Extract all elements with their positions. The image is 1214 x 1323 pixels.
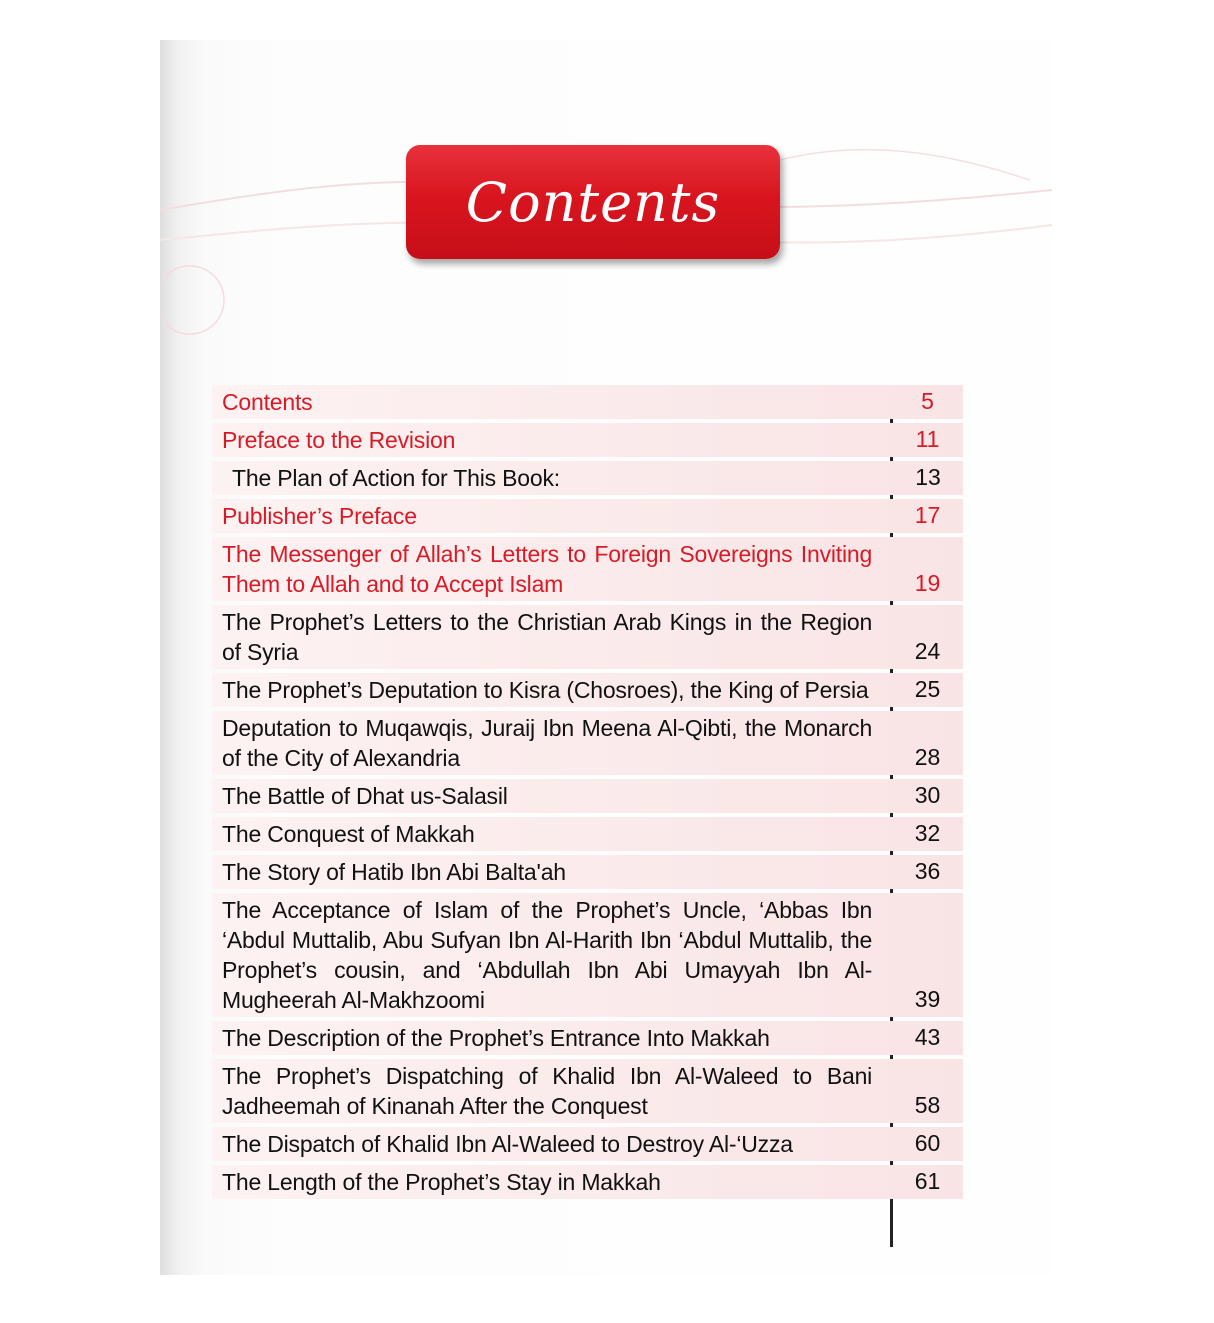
table-of-contents bbox=[212, 385, 963, 1203]
toc-entry-page-number: 24 bbox=[914, 638, 941, 664]
toc-entry-title: Publisher’s Preface bbox=[222, 503, 417, 529]
toc-entry-page-number: 25 bbox=[914, 676, 941, 702]
toc-entry bbox=[212, 423, 963, 457]
toc-entry-page-number: 30 bbox=[914, 782, 941, 808]
toc-entry-title: The Acceptance of Islam of the Prophet’s Uncle, ‘Abbas Ibn ‘Abdul Muttalib, Abu Sufyan Ibn Al-Harith Ibn ‘Abdul Muttalib, the Prophet’s cousin, and ‘Abdullah Ibn Abi Umayyah Ibn Al-Mugheerah Al-Makhzoomi bbox=[222, 897, 873, 1013]
toc-entry-page-number: 32 bbox=[914, 820, 941, 846]
toc-entry-page-number: 17 bbox=[914, 502, 941, 528]
toc-entry bbox=[212, 537, 963, 601]
toc-entry-title: The Story of Hatib Ibn Abi Balta'ah bbox=[222, 859, 566, 885]
toc-entry-page-number: 39 bbox=[914, 986, 941, 1012]
toc-entry-page-number: 5 bbox=[921, 388, 934, 414]
toc-entry bbox=[212, 461, 963, 495]
toc-entry bbox=[212, 711, 963, 775]
toc-entry-title: The Length of the Prophet’s Stay in Makkah bbox=[222, 1169, 661, 1195]
toc-entry-title: The Battle of Dhat us-Salasil bbox=[222, 783, 508, 809]
toc-entry-page-number: 58 bbox=[914, 1092, 941, 1118]
toc-entry-title: The Conquest of Makkah bbox=[222, 821, 475, 847]
toc-entry-title: The Prophet’s Dispatching of Khalid Ibn Al-Waleed to Bani Jadheemah of Kinanah After the Conquest bbox=[222, 1063, 873, 1119]
toc-entry-page-number: 60 bbox=[914, 1130, 941, 1156]
toc-entry bbox=[212, 855, 963, 889]
toc-entry-page-number: 36 bbox=[914, 858, 941, 884]
toc-entry-title: The Prophet’s Letters to the Christian Arab Kings in the Region of Syria bbox=[222, 609, 873, 665]
toc-entry-page-number: 19 bbox=[914, 570, 941, 596]
book-page bbox=[160, 40, 1052, 1275]
toc-entry bbox=[212, 1059, 963, 1123]
page-title: Contents bbox=[465, 170, 721, 234]
toc-entry bbox=[212, 1127, 963, 1161]
toc-entry-title: The Prophet’s Deputation to Kisra (Chosroes), the King of Persia bbox=[222, 677, 869, 703]
toc-entry bbox=[212, 1021, 963, 1055]
toc-entry-title: The Description of the Prophet’s Entrance Into Makkah bbox=[222, 1025, 770, 1051]
toc-entry-title: Preface to the Revision bbox=[222, 427, 456, 453]
toc-entry-page-number: 11 bbox=[915, 426, 940, 452]
toc-entry bbox=[212, 817, 963, 851]
toc-entry-page-number: 43 bbox=[914, 1024, 941, 1050]
contents-title-banner bbox=[406, 145, 780, 259]
toc-entry bbox=[212, 385, 963, 419]
toc-entry-title: The Dispatch of Khalid Ibn Al-Waleed to Destroy Al-‘Uzza bbox=[222, 1131, 793, 1157]
toc-entry bbox=[212, 893, 963, 1017]
toc-entry-title: Contents bbox=[222, 389, 313, 415]
toc-entry-title: Deputation to Muqawqis, Juraij Ibn Meena Al-Qibti, the Monarch of the City of Alexandria bbox=[222, 715, 873, 771]
toc-entry bbox=[212, 779, 963, 813]
toc-entry-page-number: 13 bbox=[915, 464, 941, 490]
toc-entry-title: The Plan of Action for This Book: bbox=[232, 465, 560, 491]
toc-entry bbox=[212, 1165, 963, 1199]
toc-entry-page-number: 28 bbox=[914, 744, 941, 770]
toc-entry bbox=[212, 605, 963, 669]
toc-entry-title: The Messenger of Allah’s Letters to Foreign Sovereigns Inviting Them to Allah and to Accept Islam bbox=[222, 541, 873, 597]
toc-entry bbox=[212, 499, 963, 533]
toc-entry-page-number: 61 bbox=[914, 1168, 941, 1194]
toc-entry bbox=[212, 673, 963, 707]
